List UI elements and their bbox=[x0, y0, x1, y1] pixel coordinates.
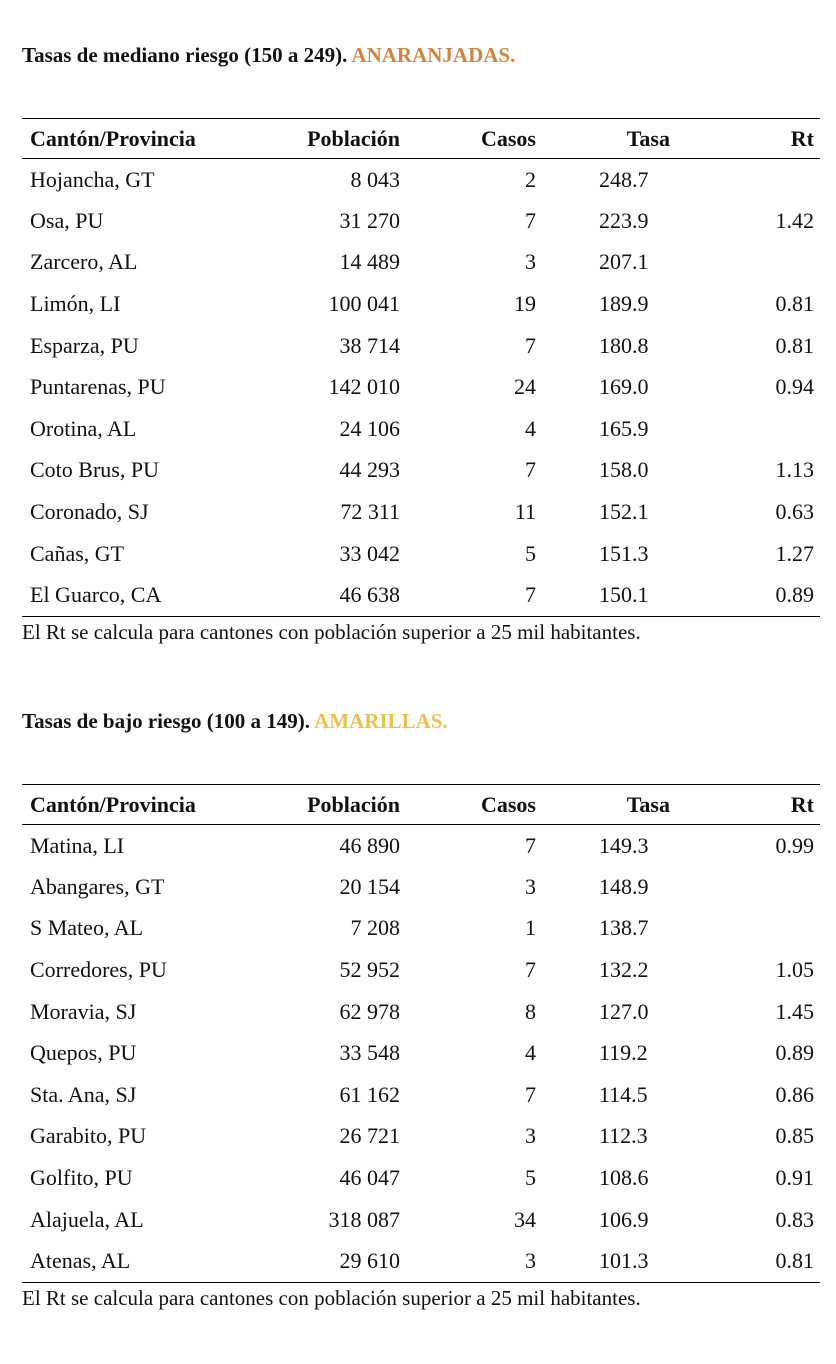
cell-casos: 3 bbox=[525, 249, 536, 275]
cell-canton: Cañas, GT bbox=[30, 540, 125, 566]
col-header-poblacion: Población bbox=[307, 791, 400, 817]
col-header-poblacion: Población bbox=[307, 125, 400, 151]
cell-canton: Garabito, PU bbox=[30, 1123, 147, 1149]
cell-rt bbox=[670, 866, 820, 908]
cell-casos: 24 bbox=[514, 374, 536, 400]
cell-rt: 0.63 bbox=[775, 499, 814, 525]
cell-casos: 11 bbox=[514, 499, 536, 525]
table-row bbox=[22, 366, 820, 408]
cell-tasa: 180.8 bbox=[599, 332, 649, 358]
cell-tasa: 112.3 bbox=[599, 1123, 648, 1149]
table-footnote: El Rt se calcula para cantones con población superior a 25 mil habitantes. bbox=[22, 619, 641, 644]
cell-tasa: 189.9 bbox=[599, 291, 649, 317]
cell-tasa: 138.7 bbox=[599, 915, 649, 941]
table-row bbox=[22, 1116, 820, 1158]
cell-tasa: 127.0 bbox=[599, 998, 649, 1024]
cell-poblacion: 38 714 bbox=[339, 332, 400, 358]
cell-tasa: 132.2 bbox=[599, 957, 649, 983]
table-row bbox=[22, 450, 820, 492]
table-row bbox=[22, 1032, 820, 1074]
cell-tasa: 106.9 bbox=[599, 1206, 649, 1232]
cell-casos: 7 bbox=[525, 957, 536, 983]
table-row bbox=[22, 159, 820, 201]
cell-canton: Abangares, GT bbox=[30, 873, 165, 899]
cell-poblacion: 61 162 bbox=[339, 1081, 400, 1107]
table-footnote: El Rt se calcula para cantones con población superior a 25 mil habitantes. bbox=[22, 1285, 641, 1310]
section-title: Tasas de bajo riesgo (100 a 149). bbox=[22, 709, 310, 733]
section-heading bbox=[22, 708, 806, 734]
cell-poblacion: 24 106 bbox=[339, 415, 400, 441]
cell-poblacion: 46 047 bbox=[339, 1165, 400, 1191]
cell-tasa: 101.3 bbox=[599, 1247, 649, 1273]
cell-canton: Esparza, PU bbox=[30, 332, 139, 358]
cell-poblacion: 44 293 bbox=[339, 457, 400, 483]
cell-rt: 0.83 bbox=[775, 1206, 814, 1232]
cell-casos: 1 bbox=[525, 915, 536, 941]
cell-casos: 5 bbox=[525, 1165, 536, 1191]
cell-rt: 1.05 bbox=[775, 957, 814, 983]
col-header-rt: Rt bbox=[790, 791, 814, 817]
table-row bbox=[22, 325, 820, 367]
cell-poblacion: 46 890 bbox=[339, 832, 400, 858]
section-title: Tasas de mediano riesgo (150 a 249). bbox=[22, 43, 348, 67]
col-header-tasa: Tasa bbox=[626, 125, 670, 151]
cell-tasa: 152.1 bbox=[599, 499, 649, 525]
cell-rt: 0.91 bbox=[775, 1165, 814, 1191]
col-header-casos: Casos bbox=[480, 125, 536, 151]
medium-risk-section bbox=[22, 42, 814, 645]
cell-canton: Zarcero, AL bbox=[30, 249, 138, 275]
cell-poblacion: 20 154 bbox=[339, 873, 400, 899]
cell-rt: 1.13 bbox=[775, 457, 814, 483]
cell-poblacion: 14 489 bbox=[339, 249, 400, 275]
cell-canton: Golfito, PU bbox=[30, 1165, 133, 1191]
cell-poblacion: 33 042 bbox=[339, 540, 400, 566]
cell-poblacion: 46 638 bbox=[339, 581, 400, 607]
table-header bbox=[22, 119, 820, 159]
cell-poblacion: 142 010 bbox=[328, 374, 400, 400]
table-row bbox=[22, 991, 820, 1033]
cell-canton: Moravia, SJ bbox=[30, 998, 137, 1024]
cell-rt: 0.86 bbox=[775, 1081, 814, 1107]
cell-tasa: 150.1 bbox=[599, 581, 649, 607]
cell-casos: 5 bbox=[525, 540, 536, 566]
cell-tasa: 248.7 bbox=[599, 166, 649, 192]
cell-canton: Coto Brus, PU bbox=[30, 457, 159, 483]
cell-tasa: 151.3 bbox=[599, 540, 649, 566]
table-body bbox=[22, 825, 820, 1283]
cell-poblacion: 7 208 bbox=[350, 915, 400, 941]
cell-tasa: 207.1 bbox=[599, 249, 649, 275]
section-heading bbox=[22, 42, 806, 68]
cell-rt: 1.42 bbox=[775, 207, 814, 233]
cell-canton: Puntarenas, PU bbox=[30, 374, 166, 400]
cell-casos: 8 bbox=[525, 998, 536, 1024]
col-header-tasa: Tasa bbox=[626, 791, 670, 817]
cell-canton: Osa, PU bbox=[30, 207, 104, 233]
risk-color-label: AMARILLAS. bbox=[314, 709, 448, 733]
cell-poblacion: 318 087 bbox=[328, 1206, 400, 1232]
col-header-canton: Cantón/Provincia bbox=[30, 791, 196, 817]
table-row bbox=[22, 574, 820, 616]
cell-poblacion: 31 270 bbox=[339, 207, 400, 233]
table-row bbox=[22, 242, 820, 284]
col-header-rt: Rt bbox=[790, 125, 814, 151]
col-header-casos: Casos bbox=[480, 791, 536, 817]
cell-casos: 7 bbox=[525, 832, 536, 858]
table-header bbox=[22, 785, 820, 825]
risk-color-label: ANARANJADAS. bbox=[351, 43, 516, 67]
cell-casos: 3 bbox=[525, 1123, 536, 1149]
cell-canton: Matina, LI bbox=[30, 832, 125, 858]
cell-tasa: 169.0 bbox=[599, 374, 649, 400]
cell-tasa: 108.6 bbox=[599, 1165, 649, 1191]
cell-poblacion: 29 610 bbox=[339, 1247, 400, 1273]
cell-poblacion: 100 041 bbox=[328, 291, 400, 317]
cell-tasa: 165.9 bbox=[599, 415, 649, 441]
table-row bbox=[22, 200, 820, 242]
cell-poblacion: 72 311 bbox=[340, 499, 400, 525]
cell-casos: 4 bbox=[525, 415, 536, 441]
cell-poblacion: 52 952 bbox=[339, 957, 400, 983]
cell-rt: 0.99 bbox=[775, 832, 814, 858]
table-row bbox=[22, 1074, 820, 1116]
cell-canton: Limón, LI bbox=[30, 291, 121, 317]
cell-casos: 3 bbox=[525, 873, 536, 899]
low-risk-section bbox=[22, 708, 814, 1311]
table-row bbox=[22, 533, 820, 575]
cell-canton: Hojancha, GT bbox=[30, 166, 155, 192]
cell-canton: Orotina, AL bbox=[30, 415, 137, 441]
cell-casos: 7 bbox=[525, 457, 536, 483]
cell-casos: 2 bbox=[525, 166, 536, 192]
cell-tasa: 148.9 bbox=[599, 873, 649, 899]
table-body bbox=[22, 159, 820, 617]
cell-canton: Atenas, AL bbox=[30, 1247, 131, 1273]
table-row bbox=[22, 866, 820, 908]
cell-tasa: 114.5 bbox=[599, 1081, 648, 1107]
cell-casos: 7 bbox=[525, 207, 536, 233]
table-row bbox=[22, 1157, 820, 1199]
cell-canton: Quepos, PU bbox=[30, 1040, 137, 1066]
cell-canton: El Guarco, CA bbox=[30, 581, 162, 607]
cell-poblacion: 26 721 bbox=[339, 1123, 400, 1149]
table-row bbox=[22, 825, 820, 867]
cell-casos: 19 bbox=[514, 291, 536, 317]
cell-casos: 7 bbox=[525, 581, 536, 607]
cell-poblacion: 33 548 bbox=[339, 1040, 400, 1066]
table-row bbox=[22, 908, 820, 950]
cell-casos: 4 bbox=[525, 1040, 536, 1066]
cell-rt: 1.27 bbox=[775, 540, 814, 566]
cell-tasa: 158.0 bbox=[599, 457, 649, 483]
cell-casos: 7 bbox=[525, 332, 536, 358]
col-header-canton: Cantón/Provincia bbox=[30, 125, 196, 151]
cell-rt: 1.45 bbox=[775, 998, 814, 1024]
cell-rt bbox=[670, 408, 820, 450]
cell-tasa: 223.9 bbox=[599, 207, 649, 233]
cell-tasa: 119.2 bbox=[599, 1040, 648, 1066]
table-row bbox=[22, 283, 820, 325]
cell-rt: 0.89 bbox=[775, 581, 814, 607]
cell-rt: 0.81 bbox=[775, 291, 814, 317]
cell-tasa: 149.3 bbox=[599, 832, 649, 858]
cell-canton: Sta. Ana, SJ bbox=[30, 1081, 137, 1107]
cell-rt bbox=[670, 908, 820, 950]
cell-poblacion: 62 978 bbox=[339, 998, 400, 1024]
cell-casos: 34 bbox=[514, 1206, 536, 1232]
table-row bbox=[22, 1199, 820, 1241]
cell-rt: 0.81 bbox=[775, 1247, 814, 1273]
cell-casos: 3 bbox=[525, 1247, 536, 1273]
cell-rt: 0.89 bbox=[775, 1040, 814, 1066]
cell-canton: Coronado, SJ bbox=[30, 499, 149, 525]
cell-canton: S Mateo, AL bbox=[30, 915, 144, 941]
medium-risk-table bbox=[22, 118, 820, 617]
low-risk-table bbox=[22, 784, 820, 1283]
cell-canton: Alajuela, AL bbox=[30, 1206, 144, 1232]
table-row bbox=[22, 491, 820, 533]
table-row bbox=[22, 1240, 820, 1282]
cell-rt: 0.81 bbox=[775, 332, 814, 358]
table-row bbox=[22, 408, 820, 450]
cell-canton: Corredores, PU bbox=[30, 957, 167, 983]
cell-rt: 0.94 bbox=[775, 374, 814, 400]
cell-rt bbox=[670, 242, 820, 284]
cell-poblacion: 8 043 bbox=[350, 166, 400, 192]
cell-casos: 7 bbox=[525, 1081, 536, 1107]
table-row bbox=[22, 949, 820, 991]
cell-rt: 0.85 bbox=[775, 1123, 814, 1149]
cell-rt bbox=[670, 159, 820, 201]
